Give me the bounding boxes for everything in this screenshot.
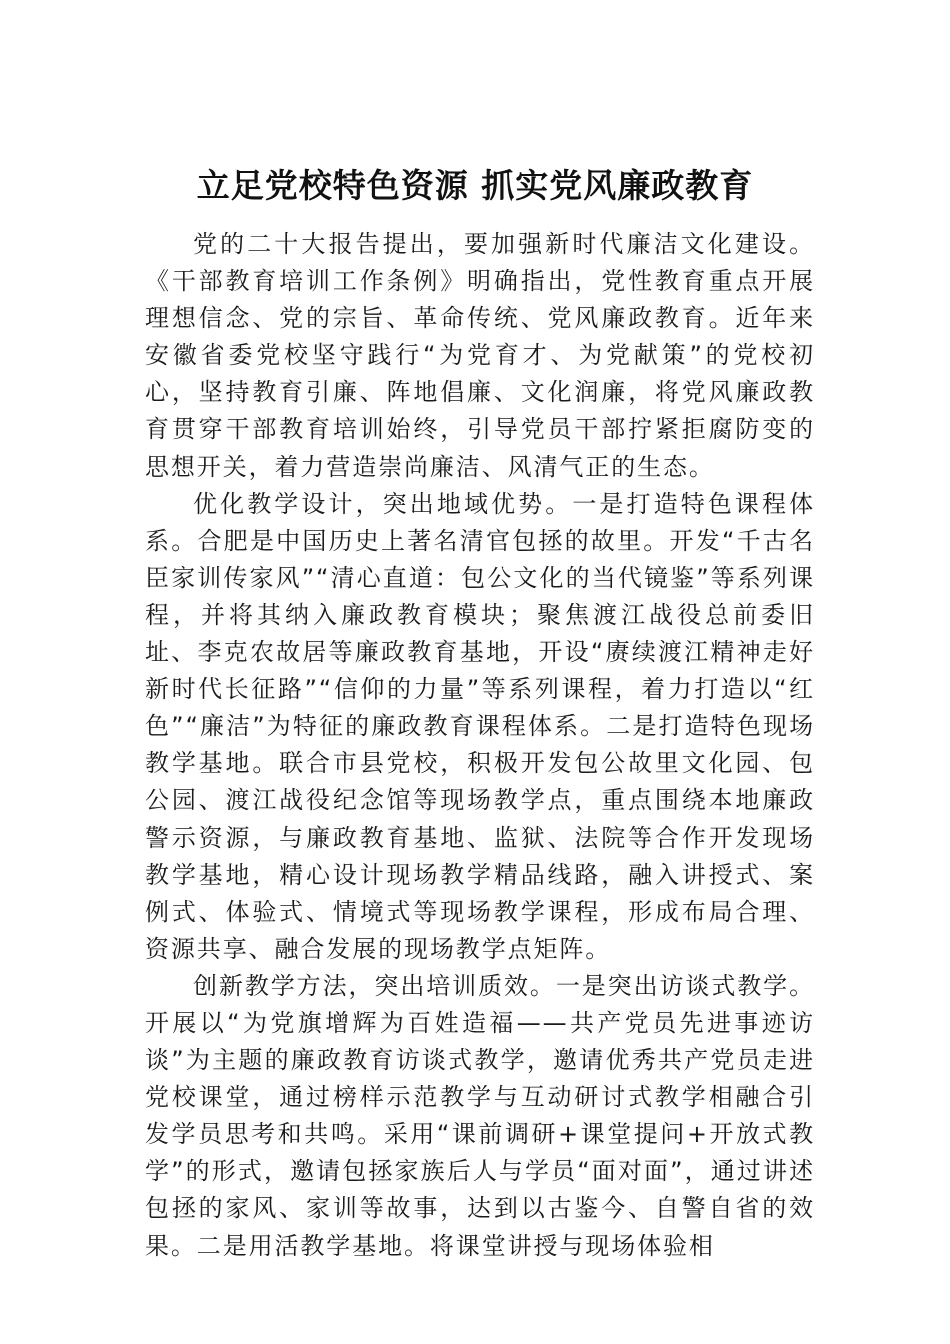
- paragraph: 党的二十大报告提出，要加强新时代廉洁文化建设。《干部教育培训工作条例》明确指出，党性教育重点开展理想信念、党的宗旨、革命传统、党风廉政教育。近年来安徽省委党校坚守践行“为党育才、为党献策”的党校初心，坚持教育引廉、阵地倡廉、文化润廉，将党风廉政教育贯穿干部教育培训始终，引导党员干部拧紧拒腐防变的思想开关，着力营造崇尚廉洁、风清气正的生态。: [145, 230, 815, 481]
- document-body: [145, 226, 815, 1265]
- paragraph: 创新教学方法，突出培训质效。一是突出访谈式教学。开展以“为党旗增辉为百姓造福——共产党员先进事迹访谈”为主题的廉政教育访谈式教学，邀请优秀共产党员走进党校课堂，通过榜样示范教学与互动研讨式教学相融合引发学员思考和共鸣。采用“课前调研+课堂提问+开放式教学”的形式，邀请包拯家族后人与学员“面对面”，通过讲述包拯的家风、家训等故事，达到以古鉴今、自警自省的效果。二是用活教学基地。将课堂讲授与现场体验相: [145, 971, 815, 1260]
- document-title: 立足党校特色资源 抓实党风廉政教育: [196, 166, 754, 205]
- paragraph: 优化教学设计，突出地域优势。一是打造特色课程体系。合肥是中国历史上著名清官包拯的故里。开发“千古名臣家训传家风”“清心直道：包公文化的当代镜鉴”等系列课程，并将其纳入廉政教育模块；聚焦渡江战役总前委旧址、李克农故居等廉政教育基地，开设“赓续渡江精神走好新时代长征路”“信仰的力量”等系列课程，着力打造以“红色”“廉洁”为特征的廉政教育课程体系。二是打造特色现场教学基地。联合市县党校，积极开发包公故里文化园、包公园、渡江战役纪念馆等现场教学点，重点围绕本地廉政警示资源，与廉政教育基地、监狱、法院等合作开发现场教学基地，精心设计现场教学精品线路，融入讲授式、案例式、体验式、情境式等现场教学课程，形成布局合理、资源共享、融合发展的现场教学点矩阵。: [145, 489, 815, 963]
